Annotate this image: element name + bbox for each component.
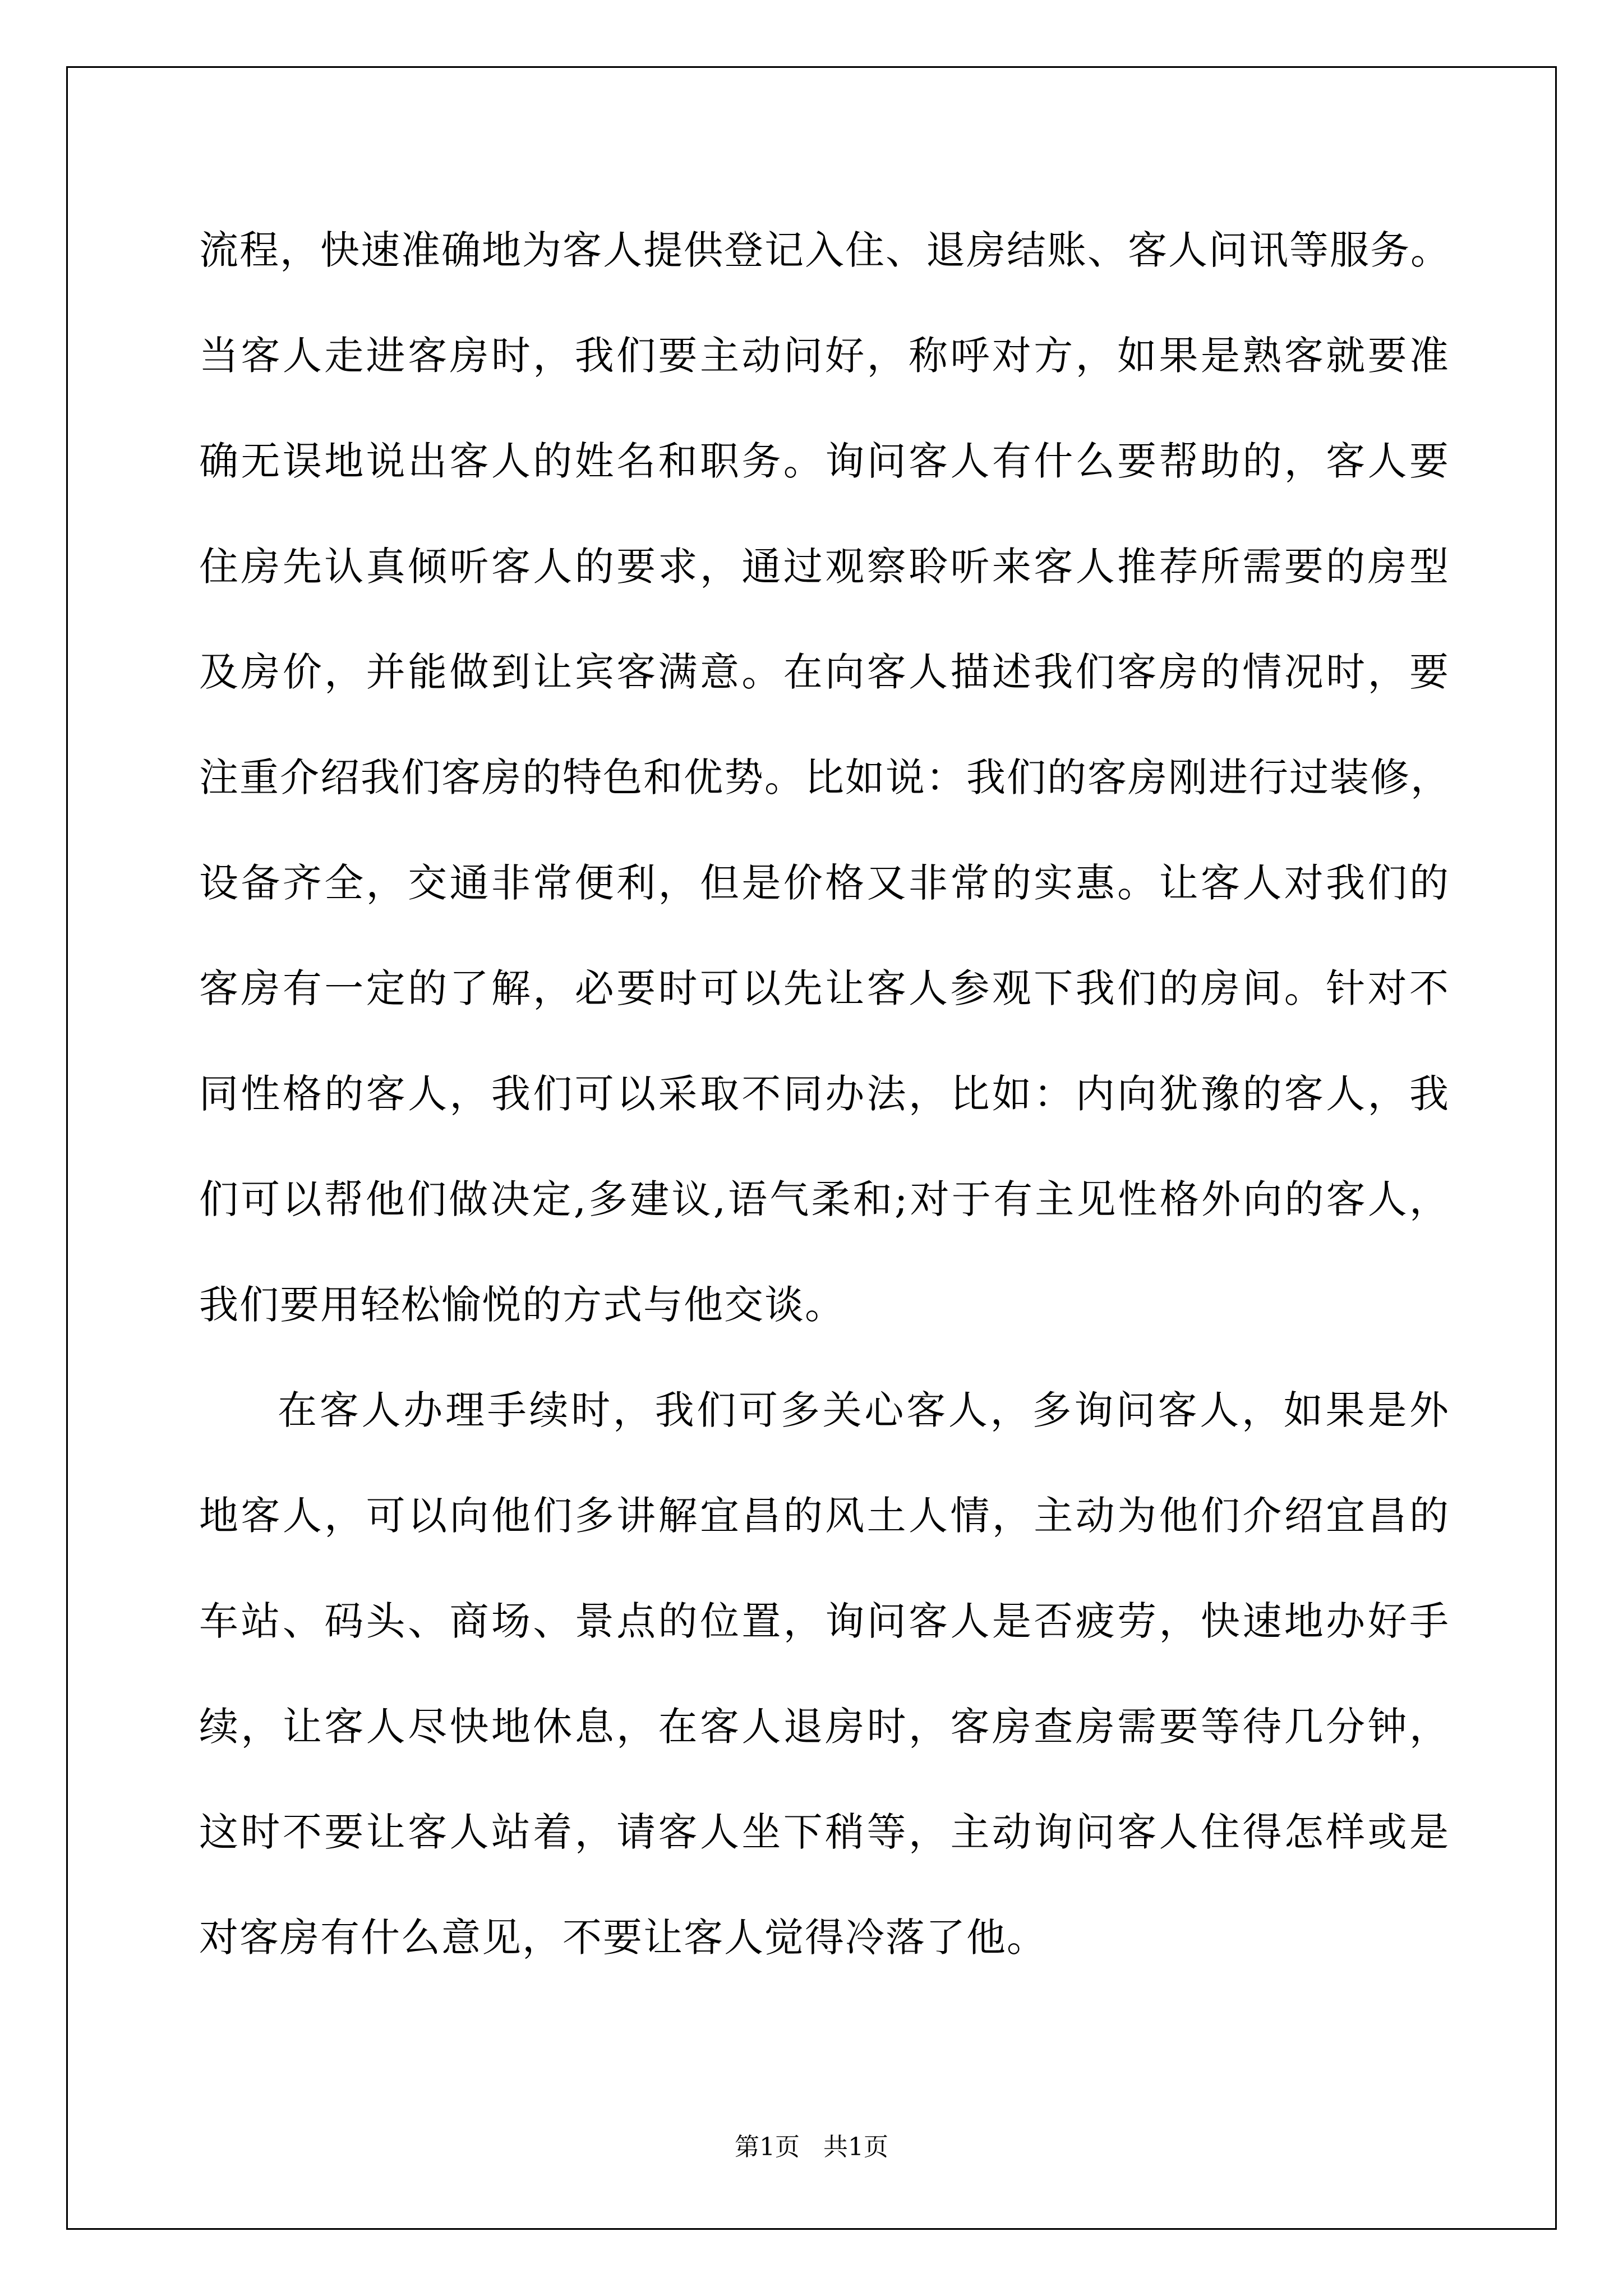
paragraph-1: [199, 197, 1450, 1358]
page-footer: [0, 2131, 1623, 2164]
text-line: 设备齐全，交通非常便利，但是价格又非常的实惠。让客人对我们的: [199, 860, 1450, 906]
text-line: 确无误地说出客人的姓名和职务。询问客人有什么要帮助的，客人要: [199, 438, 1450, 484]
text-line: 当客人走进客房时，我们要主动问好，称呼对方，如果是熟客就要准: [199, 333, 1450, 379]
text-line: 对客房有什么意见，不要让客人觉得冷落了他。: [199, 1915, 1047, 1961]
footer-spacer: [800, 2133, 823, 2161]
document-body: [199, 197, 1450, 1990]
text-line: 流程，快速准确地为客人提供登记入住、退房结账、客人问讯等服务。: [199, 227, 1451, 273]
page-total: 共1页: [823, 2133, 888, 2161]
paragraph-2: [199, 1358, 1450, 1990]
text-line: 及房价，并能做到让宾客满意。在向客人描述我们客房的情况时，要: [199, 649, 1450, 695]
text-line: 们可以帮他们做决定,多建议,语气柔和;对于有主见性格外向的客人，: [199, 1176, 1450, 1222]
text-line: 车站、码头、商场、景点的位置，询问客人是否疲劳，快速地办好手: [199, 1598, 1450, 1644]
text-line: 我们要用轻松愉悦的方式与他交谈。: [199, 1282, 845, 1328]
text-line: 这时不要让客人站着，请客人坐下稍等，主动询问客人住得怎样或是: [199, 1809, 1450, 1855]
text-line: 同性格的客人，我们可以采取不同办法，比如：内向犹豫的客人，我: [199, 1071, 1450, 1117]
text-line: 地客人，可以向他们多讲解宜昌的风土人情，主动为他们介绍宜昌的: [199, 1493, 1450, 1539]
page-number: 第1页: [735, 2133, 800, 2161]
text-line: 注重介绍我们客房的特色和优势。比如说：我们的客房刚进行过装修，: [199, 754, 1451, 800]
text-line: 住房先认真倾听客人的要求，通过观察聆听来客人推荐所需要的房型: [199, 544, 1450, 590]
text-line: 在客人办理手续时，我们可多关心客人，多询问客人，如果是外: [278, 1387, 1450, 1433]
text-line: 续，让客人尽快地休息，在客人退房时，客房查房需要等待几分钟，: [199, 1704, 1450, 1750]
text-line: 客房有一定的了解，必要时可以先让客人参观下我们的房间。针对不: [199, 965, 1450, 1011]
